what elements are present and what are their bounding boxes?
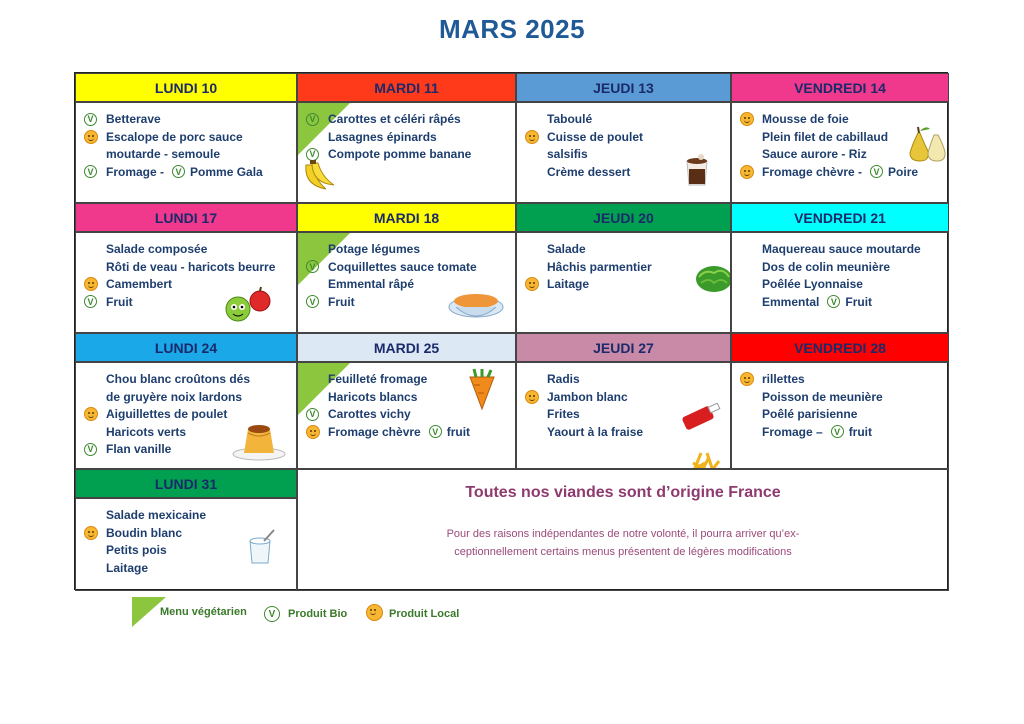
day-header: VENDREDI 21 [731, 203, 949, 232]
menu-item-text: Poisson de meunière [762, 389, 883, 404]
local-smiley-icon [740, 372, 754, 386]
menu-item-text: salsifis [547, 147, 588, 161]
menu-line [740, 241, 921, 257]
menu-item-text: Maquereau sauce moutarde [762, 242, 921, 256]
bio-leaf-icon: V [870, 165, 883, 178]
menu-item-text: de gruyère noix lardons [106, 389, 243, 404]
menu-line [740, 129, 888, 145]
menu-line [525, 111, 592, 127]
icon-slot [84, 165, 106, 178]
info-line-1: Pour des raisons indépendantes de notre volonté, il pourra arriver qu’ex- [446, 528, 800, 540]
menu-item-text: Radis [547, 372, 580, 386]
menu-item-text: Dos de colin meunière [762, 259, 891, 274]
day-header: LUNDI 24 [75, 333, 297, 362]
menu-line [84, 129, 243, 145]
menu-line [740, 424, 872, 440]
menu-item-text: Cuisse de poulet [547, 129, 644, 144]
menu-line [84, 406, 227, 422]
menu-item-text: rillettes [762, 372, 805, 386]
menu-item-text: Fruit [845, 294, 873, 309]
page-title: MARS 2025 [438, 14, 586, 44]
day-menu [731, 232, 949, 333]
icon-slot [740, 165, 762, 179]
menu-item-text: fruit [848, 424, 873, 439]
bio-leaf-icon: V [827, 295, 840, 308]
icon-slot [84, 526, 106, 540]
menu-item-text: Haricots verts [106, 424, 187, 439]
menu-line [306, 129, 437, 145]
pear-icon [906, 125, 948, 168]
menu-item-text: Haricots blancs [328, 389, 418, 404]
menu-item-text: Carottes et céléri râpés [328, 112, 461, 126]
menu-line [84, 507, 206, 523]
menu-item-text: Chou blanc croûtons dés [106, 372, 251, 386]
bio-leaf-icon: V [306, 295, 319, 308]
local-smiley-icon [84, 277, 98, 291]
soup-icon [448, 285, 504, 326]
menu-line [740, 389, 883, 405]
menu-item-text: Aiguillettes de poulet [106, 407, 228, 421]
menu-item-text: Mousse de foie [762, 112, 849, 126]
day-menu [75, 232, 297, 333]
bio-leaf-icon: V [306, 148, 319, 161]
menu-line [306, 111, 461, 127]
day-menu [75, 498, 297, 591]
icon-slot [306, 408, 328, 421]
menu-line [525, 389, 628, 405]
bio-leaf-icon: V [831, 425, 844, 438]
menu-item-text: Laitage [106, 560, 149, 575]
menu-line [84, 241, 207, 257]
day-header: JEUDI 20 [516, 203, 731, 232]
menu-item-text: Poêlé parisienne [762, 407, 858, 421]
local-smiley-icon [306, 425, 320, 439]
day-menu [75, 362, 297, 469]
menu-line [84, 111, 161, 127]
menu-item-text: Hâchis parmentier [547, 259, 652, 274]
menu-line [740, 406, 857, 422]
icon-slot [525, 277, 547, 291]
menu-line [525, 276, 589, 292]
menu-item-text: Potage légumes [328, 242, 421, 256]
menu-item-text: Plein filet de cabillaud [762, 129, 889, 144]
bio-leaf-icon: V [84, 113, 97, 126]
menu-line [84, 259, 275, 275]
menu-item-text: Frites [547, 407, 580, 421]
menu-line [84, 146, 220, 162]
menu-item-text: Carottes vichy [328, 407, 411, 421]
menu-line [306, 241, 420, 257]
carrot-icon [462, 369, 502, 416]
menu-line [740, 164, 918, 180]
menu-item-text: Fromage – [762, 424, 823, 439]
menu-item-text: Fromage - [106, 164, 165, 179]
menu-line [84, 525, 182, 541]
menu-line [740, 294, 872, 310]
menu-item-text: Fromage chèvre [328, 424, 421, 439]
icon-slot [740, 112, 762, 126]
menu-line [84, 560, 148, 576]
bio-leaf-icon: V [306, 408, 319, 421]
bio-leaf-icon: V [429, 425, 442, 438]
icon-slot [84, 130, 106, 144]
day-menu [516, 232, 731, 333]
menu-item-text: moutarde - semoule [106, 147, 221, 161]
local-smiley-icon [525, 277, 539, 291]
legend-bio: Produit Bio [288, 608, 348, 620]
menu-item-text: Flan vanille [106, 442, 172, 456]
banana-icon [302, 159, 338, 198]
menu-item-text: Boudin blanc [106, 525, 182, 540]
icon-slot [84, 277, 106, 291]
menu-item-text: Salade [547, 242, 586, 256]
day-header: JEUDI 27 [516, 333, 731, 362]
menu-item-text: Taboulé [547, 112, 593, 126]
menu-item-text: Yaourt à la fraise [547, 424, 644, 439]
bio-leaf-icon: V [172, 165, 185, 178]
lettuce-icon [695, 263, 731, 298]
day-header: LUNDI 31 [75, 469, 297, 498]
menu-item-text: Lasagnes épinards [328, 129, 437, 144]
menu-line [84, 424, 186, 440]
menu-item-text: Poire [888, 164, 919, 179]
menu-line [306, 406, 411, 422]
menu-line [525, 371, 580, 387]
menu-item-text: Crème dessert [547, 164, 631, 179]
day-menu [297, 232, 516, 333]
menu-item-text: Laitage [547, 277, 590, 291]
menu-line [306, 371, 427, 387]
menu-item-text: Salade mexicaine [106, 508, 207, 522]
menu-item-text: Petits pois [106, 543, 167, 557]
menu-line [306, 259, 477, 275]
menu-line [84, 441, 171, 457]
menu-item-text: Betterave [106, 112, 161, 126]
menu-line [306, 389, 417, 405]
icon-slot [306, 295, 328, 308]
day-menu [297, 362, 516, 469]
yogurt-icon [246, 529, 276, 570]
icon-slot [525, 130, 547, 144]
day-menu [731, 102, 949, 203]
menu-item-text: fruit [446, 424, 471, 439]
menu-item-text: Fromage chèvre - [762, 164, 863, 179]
icon-slot [525, 390, 547, 404]
menu-item-text: Camembert [106, 277, 173, 291]
menu-line [525, 241, 586, 257]
bio-leaf-icon: V [84, 165, 97, 178]
local-smiley-icon [366, 604, 383, 621]
bio-leaf-icon: V [84, 295, 97, 308]
menu-item-text: Fruit [328, 294, 355, 309]
day-menu [516, 102, 731, 203]
menu-line [84, 389, 242, 405]
local-smiley-icon [740, 165, 754, 179]
icon-slot [306, 113, 328, 126]
menu-item-text: Pomme Gala [190, 164, 263, 179]
menu-line [525, 424, 643, 440]
day-header: LUNDI 17 [75, 203, 297, 232]
info-title: Toutes nos viandes sont d’origine France [465, 484, 781, 501]
menu-line [740, 146, 867, 162]
bio-leaf-icon: V [264, 606, 280, 622]
menu-line [740, 371, 805, 387]
menu-item-text: Poêlée Lyonnaise [762, 277, 863, 291]
menu-item-text: Salade composée [106, 242, 208, 256]
local-smiley-icon [84, 407, 98, 421]
menu-item-text: Coquillettes sauce tomate [328, 259, 477, 274]
icon-slot [306, 425, 328, 439]
day-menu [731, 362, 949, 469]
icon-slot [306, 260, 328, 273]
bio-leaf-icon: V [306, 260, 319, 273]
menu-line [525, 164, 630, 180]
local-smiley-icon [740, 112, 754, 126]
menu-item-text: Fruit [106, 294, 133, 309]
menu-line [525, 129, 643, 145]
menu-line [740, 259, 890, 275]
local-smiley-icon [84, 526, 98, 540]
menu-line [84, 371, 250, 387]
day-header: VENDREDI 14 [731, 73, 949, 102]
local-smiley-icon [525, 130, 539, 144]
day-menu [297, 102, 516, 203]
bio-leaf-icon: V [306, 113, 319, 126]
menu-item-text: Compote pomme banane [328, 147, 472, 161]
day-header: VENDREDI 28 [731, 333, 949, 362]
menu-line [306, 276, 414, 292]
day-header: MARDI 25 [297, 333, 516, 362]
flan-icon [232, 421, 286, 466]
bio-leaf-icon: V [84, 443, 97, 456]
legend-vegetarian: Menu végétarien [160, 606, 247, 618]
day-menu [516, 362, 731, 469]
icon-slot [84, 113, 106, 126]
menu-line [740, 111, 849, 127]
menu-line [84, 294, 133, 310]
icon-slot [740, 372, 762, 386]
day-header: JEUDI 13 [516, 73, 731, 102]
menu-line [84, 542, 167, 558]
local-smiley-icon [84, 130, 98, 144]
menu-grid [74, 72, 948, 590]
icon-slot [84, 295, 106, 308]
legend-local: Produit Local [389, 608, 460, 620]
day-header: MARDI 11 [297, 73, 516, 102]
apple-icon [224, 285, 272, 328]
day-header: LUNDI 10 [75, 73, 297, 102]
menu-item-text: Rôti de veau - haricots beurre [106, 259, 276, 274]
menu-item-text: Sauce aurore - Riz [762, 147, 867, 161]
icon-slot [84, 407, 106, 421]
menu-line [525, 146, 588, 162]
fries-ketchup-icon [679, 403, 729, 469]
menu-item-text: Escalope de porc sauce [106, 129, 243, 144]
menu-item-text: Emmental râpé [328, 277, 415, 291]
menu-item-text: Feuilleté fromage [328, 372, 428, 386]
menu-line [525, 406, 580, 422]
menu-line [84, 276, 172, 292]
menu-line [740, 276, 863, 292]
chocolate-dessert-icon [681, 151, 713, 194]
menu-item-text: Emmental [762, 294, 820, 309]
menu-line [525, 259, 652, 275]
day-header: MARDI 18 [297, 203, 516, 232]
local-smiley-icon [525, 390, 539, 404]
menu-line [306, 294, 355, 310]
menu-line [306, 424, 470, 440]
menu-item-text: Jambon blanc [547, 389, 628, 404]
info-line-2: ceptionnellement certains menus présentent de légères modifications [454, 546, 792, 558]
menu-line [84, 164, 263, 180]
day-menu [75, 102, 297, 203]
icon-slot [84, 443, 106, 456]
